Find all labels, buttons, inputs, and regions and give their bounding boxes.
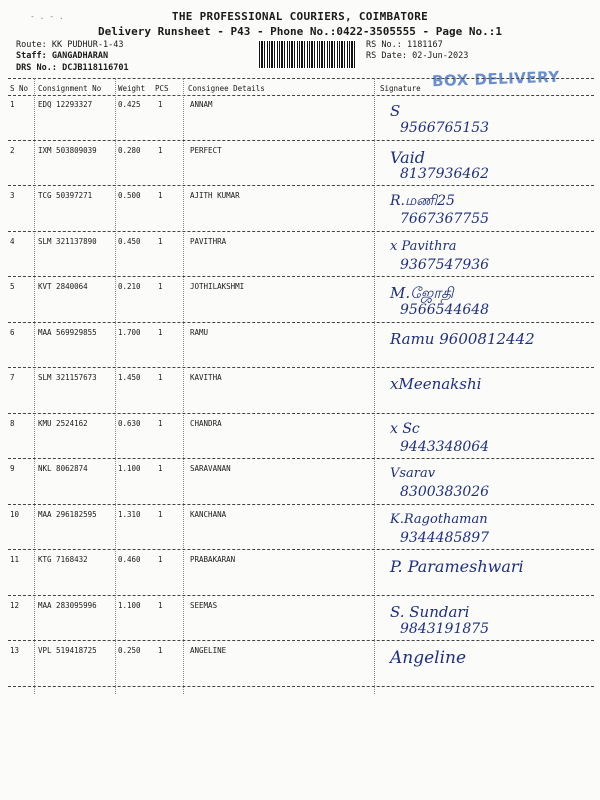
signature-phone: 9367547936 [400,256,490,273]
row-consignee: SEEMAS [190,600,218,610]
row-divider [8,185,594,186]
box-delivery-stamp: BOX DELIVERY [431,67,561,91]
row-sno: 11 [10,555,20,564]
staff-label: Staff: [16,51,47,61]
signature-name: Angeline [390,648,467,668]
row-consignee: SARAVANAN [190,464,231,473]
row-divider [8,504,594,505]
row-consignee: AJITH KUMAR [190,191,240,200]
drs-label: DRS No.: [16,63,57,73]
row-consignment-no: MAA 569929855 [38,327,97,337]
signature-phone: 9344485897 [400,529,490,546]
row-divider [8,549,594,550]
row-weight: 0.630 [118,418,141,428]
divider [183,78,184,694]
signature-phone: 9843191875 [400,620,490,637]
signature-name: P. Parameshwari [390,557,524,576]
signature-name: R.மணி25 [390,193,455,209]
row-divider [8,231,594,232]
row-consignment-no: KTG 7168432 [38,555,88,564]
row-pcs: 1 [158,145,163,155]
table-header-rule [8,95,594,96]
row-weight: 0.210 [118,282,141,291]
table-top-rule [8,78,594,79]
signature-phone: 7667367755 [400,211,490,227]
col-consignment-header: Consignment No [38,84,102,93]
signature-name: K.Ragothaman [390,511,488,527]
divider [115,78,116,694]
row-consignment-no: MAA 296182595 [38,509,97,519]
row-consignee: ANNAM [190,100,213,109]
row-consignee: JOTHILAKSHMI [190,282,245,291]
drs-value: DCJB118116701 [62,63,129,73]
signature-name: Ramu 9600812442 [390,329,535,348]
row-pcs: 1 [158,555,163,564]
rs-date-label: RS Date: [366,51,407,61]
row-weight: 0.450 [118,236,141,246]
row-pcs: 1 [158,418,163,428]
row-sno: 6 [10,327,15,337]
rs-no-value: 1181167 [406,40,443,50]
row-sno: 2 [10,145,15,155]
rs-date-value: 02-Jun-2023 [412,51,469,61]
signature-phone: 9443348064 [400,438,490,455]
row-sno: 10 [10,509,20,519]
row-pcs: 1 [158,100,163,109]
row-divider [8,367,594,368]
route-line [16,40,124,50]
row-divider [8,322,594,323]
row-sno: 3 [10,191,15,200]
row-weight: 1.450 [118,373,141,382]
row-consignment-no: TCG 50397271 [38,191,93,200]
row-consignee: PRABAKARAN [190,555,236,564]
row-sno: 13 [10,646,20,655]
row-consignment-no: EDQ 12293327 [38,100,93,109]
row-consignment-no: MAA 283095996 [38,600,97,610]
row-weight: 0.460 [118,555,141,564]
row-divider [8,140,594,141]
row-sno: 9 [10,464,15,473]
row-pcs: 1 [158,282,163,291]
signature-name: S. Sundari [390,602,470,621]
row-pcs: 1 [158,236,163,246]
rs-no-line [366,40,443,50]
row-divider [8,413,594,414]
row-pcs: 1 [158,646,163,655]
row-consignee: KAVITHA [190,373,222,382]
row-divider [8,458,594,459]
signature-phone: 8300383026 [400,484,490,500]
row-divider [8,640,594,641]
row-divider [8,595,594,596]
row-consignee: ANGELINE [190,646,227,655]
row-consignee: PAVITHRA [190,236,227,246]
signature-name: S [390,102,401,120]
signature-name: xMeenakshi [390,375,482,393]
divider [374,78,375,694]
signature-name: x Sc [390,420,420,437]
row-weight: 0.250 [118,646,141,655]
row-sno: 5 [10,282,15,291]
row-consignment-no: SLM 321137890 [38,236,97,246]
row-sno: 7 [10,373,15,382]
row-sno: 8 [10,418,15,428]
row-pcs: 1 [158,191,163,200]
row-weight: 1.100 [118,600,141,610]
row-pcs: 1 [158,464,163,473]
row-divider [8,276,594,277]
drs-line [16,63,129,73]
signature-phone: 9566765153 [400,120,490,136]
corner-marks: - . - . [30,12,64,21]
col-sno-header: S No [10,84,29,93]
row-sno: 12 [10,600,20,610]
divider [34,78,35,694]
signature-phone: 8137936462 [400,165,490,182]
row-divider [8,686,594,687]
row-pcs: 1 [158,327,163,337]
row-consignment-no: SLM 321157673 [38,373,97,382]
row-consignment-no: KVT 2840064 [38,282,88,291]
col-pcs-header: PCS [155,84,169,93]
row-weight: 1.310 [118,509,141,519]
row-weight: 1.700 [118,327,141,337]
row-consignment-no: KMU 2524162 [38,418,88,428]
row-pcs: 1 [158,373,163,382]
signature-name: M.ஜோதி [390,284,454,302]
row-consignment-no: VPL 519418725 [38,646,97,655]
col-weight-header: Weight [118,84,146,93]
route-value: KK PUDHUR-1-43 [51,40,124,50]
rs-date-line [366,51,468,61]
signature-name: Vaid [390,147,425,167]
runsheet-title: Delivery Runsheet - P43 - Phone No.:0422-3505555 - Page No.:1 [98,25,502,38]
barcode [258,40,358,69]
signature-name: x Pavithra [390,238,457,254]
company-title: THE PROFESSIONAL COURIERS, COIMBATORE [171,10,429,23]
row-consignee: PERFECT [190,145,222,155]
row-consignment-no: IXM 503809039 [38,145,97,155]
row-consignment-no: NKL 8062874 [38,464,88,473]
row-weight: 0.500 [118,191,141,200]
row-consignee: CHANDRA [190,418,222,428]
row-pcs: 1 [158,600,163,610]
staff-line [16,51,108,61]
row-weight: 0.425 [118,100,141,109]
col-signature-header: Signature [380,84,421,93]
route-label: Route: [16,40,47,50]
staff-value: GANGADHARAN [51,51,109,61]
row-sno: 1 [10,100,15,109]
col-consignee-header: Consignee Details [188,84,265,93]
row-consignee: RAMU [190,327,209,337]
signature-phone: 9566544648 [400,302,490,318]
row-weight: 1.100 [118,464,141,473]
row-consignee: KANCHANA [190,509,227,519]
rs-no-label: RS No.: [366,40,402,50]
row-pcs: 1 [158,509,163,519]
signature-name: Vsarav [390,466,436,481]
row-sno: 4 [10,236,15,246]
row-weight: 0.280 [118,145,141,155]
